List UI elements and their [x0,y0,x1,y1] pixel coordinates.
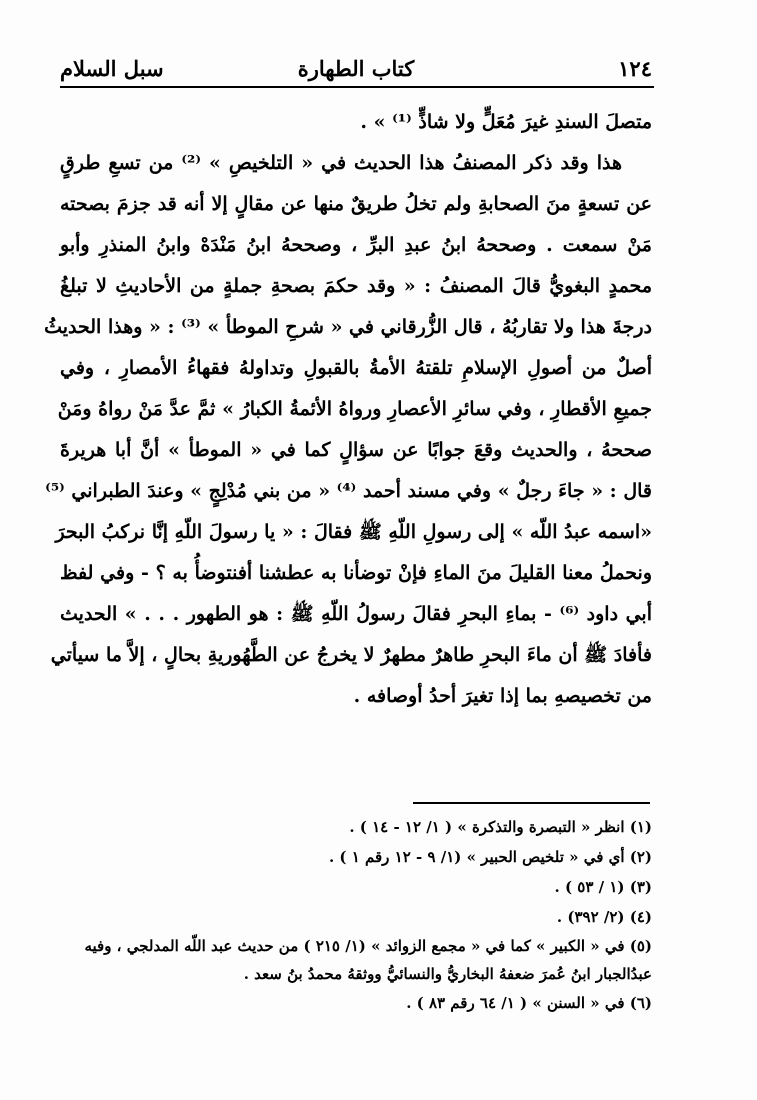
footnote: (١) انظر « التبصرة والتذكرة » ( ١/ ١٢ - ١٤ ) . [349,818,652,836]
text-line: درجةَ هذا ولا تقاربُهُ ، قال الزُّرقاني في « شرحِ الموطأ » ⁽³⁾ : « وهذا الحديثُ [44,316,652,338]
text-line: محمدٍ البغويُّ قالَ المصنفُ : « وقد حكمَ بصحةِ جملةٍ من الأحاديثِ لا تبلغُ [60,275,652,297]
footnote: (٢) أي في « تلخيص الحبير » (١/ ٩ - ١٢ رقم ١ ) . [328,848,652,866]
text-line: من تخصيصهِ بما إذا تغيرَ أحدُ أوصافه . [353,685,652,707]
footnotes [60,812,652,1018]
text-line: «اسمه عبدُ اللّه » إلى رسولِ اللّهِ ﷺ فقالَ : « يا رسولَ اللّهِ إنَّا نركبُ البحرَ [55,521,652,543]
text-line: جميعِ الأقطارِ ، وفي سائرِ الأعصارِ ورواهُ الأئمةُ الكبارُ » ثمَّ عدَّ مَنْ رواهُ ومَنْ [57,398,652,420]
footnote: (٦) في « السنن » ( ١/ ٦٤ رقم ٨٣ ) . [406,994,652,1012]
footnote: (٣) (١ / ٥٣ ) . [554,878,652,896]
text-line: متصلَ السندِ غيرَ مُعَلٍّ ولا شاذٍّ ⁽¹⁾ » . [360,111,652,133]
footnote-rule [413,802,650,804]
text-line: ونحملُ معنا القليلَ منَ الماءِ فإنْ توضأنا به عطشنا أفنتوضأُ به ؟ - وفي لفظ [60,562,652,584]
book-title: سبل السلام [60,56,164,81]
text-line: عن تسعةٍ منَ الصحابةِ ولم تخلُ طريقٌ منها عن مقالٍ إلا أنه قد جزمَ بصحته [60,193,652,215]
footnote: (٤) (٢/ ٣٩٢) . [556,908,652,926]
page-header [60,54,652,88]
text-line: فأفادَ ﷺ أن ماءَ البحرِ طاهرٌ مطهرٌ لا يخرجُ عن الطَّهُوريةِ بحالٍ ، إلاَّ ما سيأتي [50,644,652,666]
page-number: ١٢٤ [618,56,652,81]
text-line: مَنْ سمعت . وصححهُ ابنُ عبدِ البرِّ ، وصححهُ ابنُ مَنْدَهْ وابنُ المنذرِ وأبو [60,234,652,256]
text-line: هذا وقد ذكر المصنفُ هذا الحديث في « التلخيصِ » ⁽²⁾ من تسعِ طرقٍ [60,152,622,174]
text-line: أصلٌ من أصولِ الإسلامِ تلقتهُ الأمةُ بالقبولِ وتداولهُ فقهاءُ الأمصارِ ، وفي [60,357,652,379]
text-line: أبي داود ⁽⁶⁾ - بماءِ البحرِ فقالَ رسولُ اللّهِ ﷺ : هو الطهور . . . » الحديث [60,603,652,625]
text-line: صححهُ ، والحديث وقعَ جوابًا عن سؤالٍ كما في « الموطأ » أنَّ أبا هريرةَ [60,439,652,461]
footnote: (٥) في « الكبير » كما في « مجمع الزوائد » (١/ ٢١٥ ) من حديث عبد اللّه المدلجي ، وفيه عبدُالجبار ابنُ عُمرَ ضعفهُ البخاريُّ والنسائيُّ ووثقهُ محمدُ بنُ سعد . [84,937,652,983]
header-rule [60,86,654,88]
main-text [44,102,652,717]
chapter-title: كتاب الطهارة [297,56,415,81]
text-line: قال : « جاءَ رجلٌ » وفي مسند أحمد ⁽⁴⁾ « من بني مُدْلِجٍ » وعندَ الطبراني ⁽⁵⁾ [45,480,652,502]
